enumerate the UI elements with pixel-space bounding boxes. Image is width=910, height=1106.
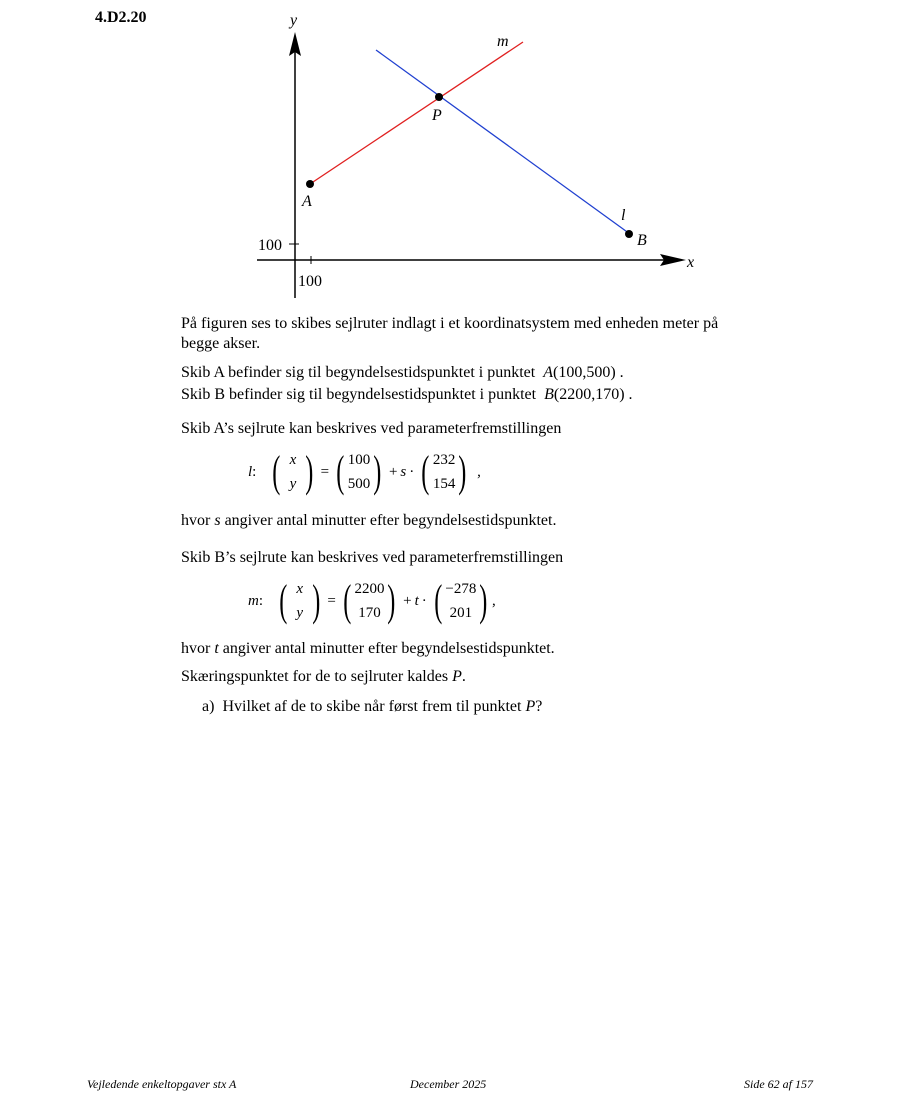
t-description: hvor t angiver antal minutter efter begyndelsestidspunktet. [181,640,555,657]
line-l-label: l [621,207,626,224]
point-a-label: A [302,193,312,210]
intro-line-2: begge akser. [181,335,261,352]
footer-right: Side 62 af 157 [744,1077,813,1091]
line-l [376,50,630,234]
line-m-label: m [497,33,509,50]
question-a: a) Hvilket af de to skibe når først frem til punktet P? [202,698,543,715]
point-b [625,230,633,238]
footer-center: December 2025 [410,1077,487,1091]
ship-b-start: Skib B befinder sig til begyndelsestidspunktet i punktet B(2200,170) . [181,386,633,403]
intro-line-1: På figuren ses to skibes sejlruter indlagt i et koordinatsystem med enheden meter på [181,315,719,332]
y-tick-label: 100 [258,237,282,254]
coordinate-figure [0,0,910,310]
equation-m: m : ( x y ) = ( 2200 170 ) + t · ( −278 201 ) , [248,576,496,625]
point-a [306,180,314,188]
x-tick-label: 100 [298,273,322,290]
point-p [435,93,443,101]
task-id: 4.D2.20 [95,9,147,26]
point-b-label: B [637,232,647,249]
line-m [310,42,523,184]
intersection-text: Skæringspunktet for de to sejlruter kaldes P. [181,668,466,685]
x-axis-label: x [687,254,695,271]
route-b-intro: Skib B’s sejlrute kan beskrives ved parameterfremstillingen [181,549,564,566]
footer-left: Vejledende enkeltopgaver stx A [87,1077,237,1091]
route-a-intro: Skib A’s sejlrute kan beskrives ved parameterfremstillingen [181,420,562,437]
equation-l: l : ( x y ) = ( 100 500 ) + s · ( 232 154 ) , [248,447,481,496]
s-description: hvor s angiver antal minutter efter begyndelsestidspunktet. [181,512,557,529]
ship-a-start: Skib A befinder sig til begyndelsestidspunktet i punktet A(100,500) . [181,364,624,381]
y-axis-label: y [290,12,298,29]
point-p-label: P [432,107,442,124]
